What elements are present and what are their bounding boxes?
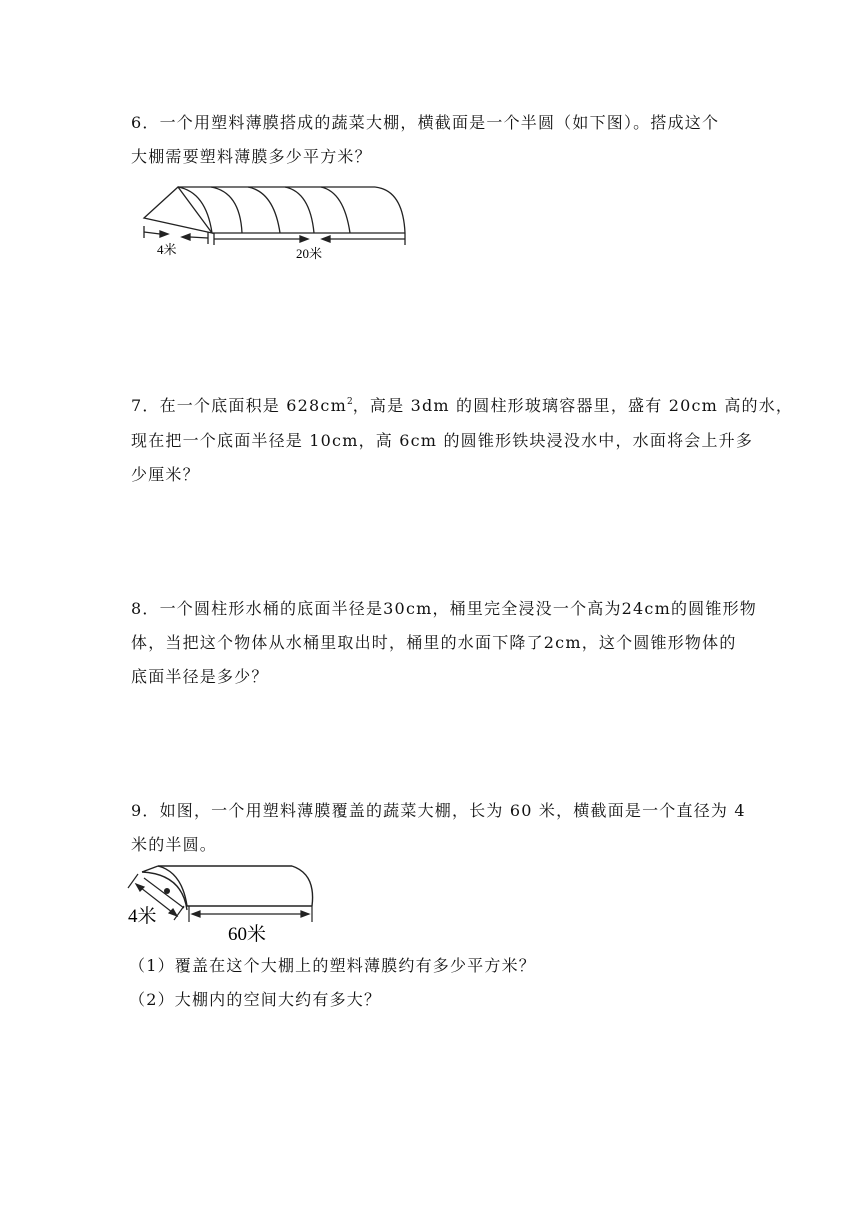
q6-greenhouse-figure: [138, 180, 413, 265]
q8-text-line-1: 8．一个圆柱形水桶的底面半径是30cm，桶里完全浸没一个高为24cm的圆锥形物: [131, 599, 757, 618]
q9-sub-question-2: （2）大棚内的空间大约有多大？: [129, 990, 382, 1009]
q9-figure-label-60m: 60米: [228, 924, 267, 945]
q9-text-line-1: 9．如图，一个用塑料薄膜覆盖的蔬菜大棚，长为 60 米，横截面是一个直径为 4: [131, 801, 746, 820]
q8-text-line-2: 体，当把这个物体从水桶里取出时，桶里的水面下降了2cm，这个圆锥形物体的: [131, 633, 737, 652]
q6-figure-label-4m: 4米: [157, 242, 177, 257]
q6-figure-label-20m: 20米: [296, 246, 323, 261]
q9-text-line-2: 米的半圆。: [131, 835, 218, 854]
q9-figure-label-4m: 4米: [128, 906, 157, 927]
q7-text-line-1-b: ，高是 3dm 的圆柱形玻璃容器里，盛有 20cm 高的水，: [352, 396, 794, 415]
q6-text-line-2: 大棚需要塑料薄膜多少平方米？: [131, 147, 372, 166]
q8-text-line-3: 底面半径是多少？: [131, 667, 269, 686]
q6-text-line-1: 6．一个用塑料薄膜搭成的蔬菜大棚，横截面是一个半圆（如下图）。搭成这个: [131, 113, 720, 132]
q7-text-line-2: 现在把一个底面半径是 10cm，高 6cm 的圆锥形铁块浸没水中，水面将会上升多: [131, 431, 754, 450]
q9-sub-question-1: （1）覆盖在这个大棚上的塑料薄膜约有多少平方米？: [129, 956, 536, 975]
q9-greenhouse-figure: [124, 860, 324, 948]
q7-text-line-3: 少厘米？: [131, 465, 200, 484]
q7-text-line-1: [131, 396, 794, 419]
q9-figure-center-dot: [164, 888, 170, 894]
q7-text-line-1-a: 7．在一个底面积是 628cm: [131, 396, 347, 415]
q7-text-superscript: 2: [346, 397, 353, 407]
